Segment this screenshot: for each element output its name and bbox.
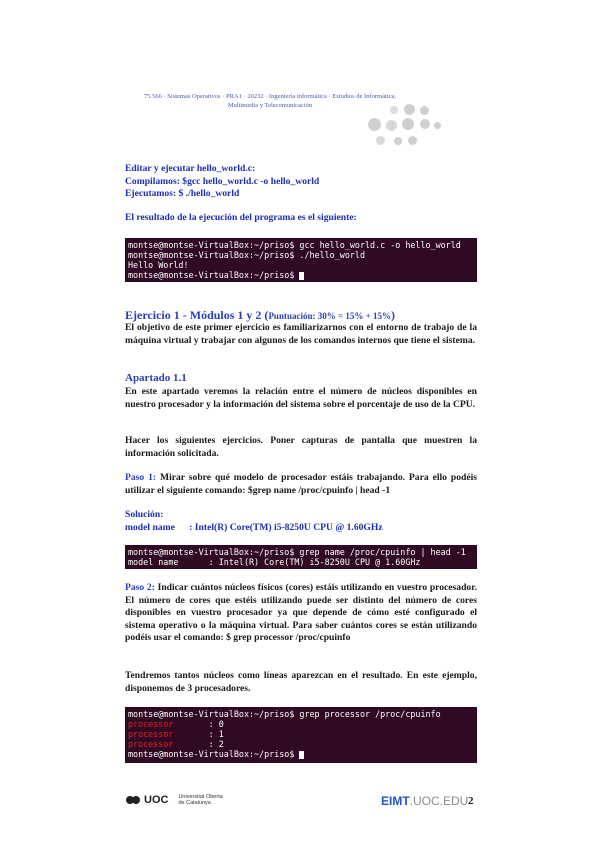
solution-block [125, 509, 477, 534]
cursor-block [299, 272, 304, 280]
intro-edit: Editar y ejecutar hello_world.c: [125, 163, 256, 174]
section-intro: En este apartado veremos la relación entre el número de núcleos disponibles en nuestro procesador y la información del sistema sobre el porcentaje de uso de la CPU. [125, 386, 477, 410]
eimt-logo: EIMT.UOC.EDU [381, 794, 469, 808]
step-1 [125, 472, 477, 497]
step-1-label: Paso 1: [125, 472, 157, 483]
terminal-screenshot-1 [125, 238, 477, 282]
term1-line: montse@montse-VirtualBox:~/priso$ gcc hello_world.c -o hello_world [128, 240, 461, 250]
page-number: 2 [468, 795, 474, 807]
uoc-full-name: Universitat Oberta de Catalunya [178, 794, 223, 806]
uoc-wordmark: UOC [144, 794, 169, 806]
cursor-block [299, 751, 304, 759]
step-2-text: Indicar cuántos núcleos físicos (cores) estáis utilizando en vuestro procesador. El número de cores que estéis utilizando puede ser distinto del número de cores disponibles en vuestro procesador ya que depende de cómo esté configurado el sistema operativo o la máquina virtual. Para saber cuántos cores se están utilizando podéis usar el comando: $ grep processor /proc/cpuinfo [125, 582, 477, 643]
terminal-screenshot-2 [125, 545, 477, 569]
intro-result: El resultado de la ejecución del programa es el siguiente: [125, 212, 357, 223]
term3-prompt: montse@montse-VirtualBox:~/priso$ grep processor /proc/cpuinfo [128, 709, 441, 719]
uoc-logo [125, 793, 223, 807]
header-line-2: Multimedia y Telecomunicación [227, 102, 313, 109]
term1-line: Hello World! [128, 260, 189, 270]
solution-label: Solución: [125, 509, 164, 520]
intro-compile: Compilamos: $gcc hello_world.c -o hello_world [125, 175, 320, 187]
term2-line: montse@montse-VirtualBox:~/priso$ grep name /proc/cpuinfo | head -1 [128, 547, 466, 557]
exercise-score: Puntuación: 30% = 15% + 15% [268, 311, 391, 321]
section-instructions: Hacer los siguientes ejercicios. Poner capturas de pantalla que muestren la información solicitada. [125, 435, 477, 459]
exercise-intro: El objetivo de este primer ejercicio es familiarizarnos con el entorno de trabajo de la máquina virtual y trabajar con algunos de los comandos internos que tiene el sistema. [125, 322, 477, 346]
header-line-1: 75.566 · Sistemas Operativos · PRA1 · 20232 · Ingeniería informática · Estudios de Informática, [144, 93, 396, 100]
intro-block [125, 163, 477, 201]
term3-row: montse@montse-VirtualBox:~/priso$ [128, 749, 474, 759]
term2-line: model name : Intel(R) Core(TM) i5-8250U CPU @ 1.60GHz [128, 557, 421, 567]
term3-row: processor : 0 [128, 719, 224, 729]
decorative-dots [368, 104, 448, 150]
solution-line: model name : Intel(R) Core(TM) i5-8250U CPU @ 1.60GHz [125, 521, 383, 533]
step-2 [125, 582, 477, 645]
step-1-text: Mirar sobre qué modelo de procesador estáis trabajando. Para ello podéis utilizar el siguiente comando: $grep name /proc/cpuinfo | head -1 [125, 472, 477, 496]
step-2-result-note: Tendremos tantos núcleos como líneas aparezcan en el resultado. En este ejemplo, disponemos de 3 procesadores. [125, 670, 477, 694]
term1-line: montse@montse-VirtualBox:~/priso$ [128, 270, 474, 280]
term3-row: processor : 2 [128, 739, 224, 749]
intro-run: Ejecutamos: $ ./hello_world [125, 188, 240, 199]
term1-line: montse@montse-VirtualBox:~/priso$ ./hello_world [128, 250, 365, 260]
term3-row: processor : 1 [128, 729, 224, 739]
step-2-label: Paso 2: [125, 582, 155, 593]
uoc-symbol-icon [125, 795, 141, 805]
exercise-title: Ejercicio 1 - Módulos 1 y 2 (Puntuación: 30% = 15% + 15%) [125, 308, 395, 322]
section-title: Apartado 1.1 [125, 372, 187, 384]
terminal-screenshot-3 [125, 707, 477, 763]
